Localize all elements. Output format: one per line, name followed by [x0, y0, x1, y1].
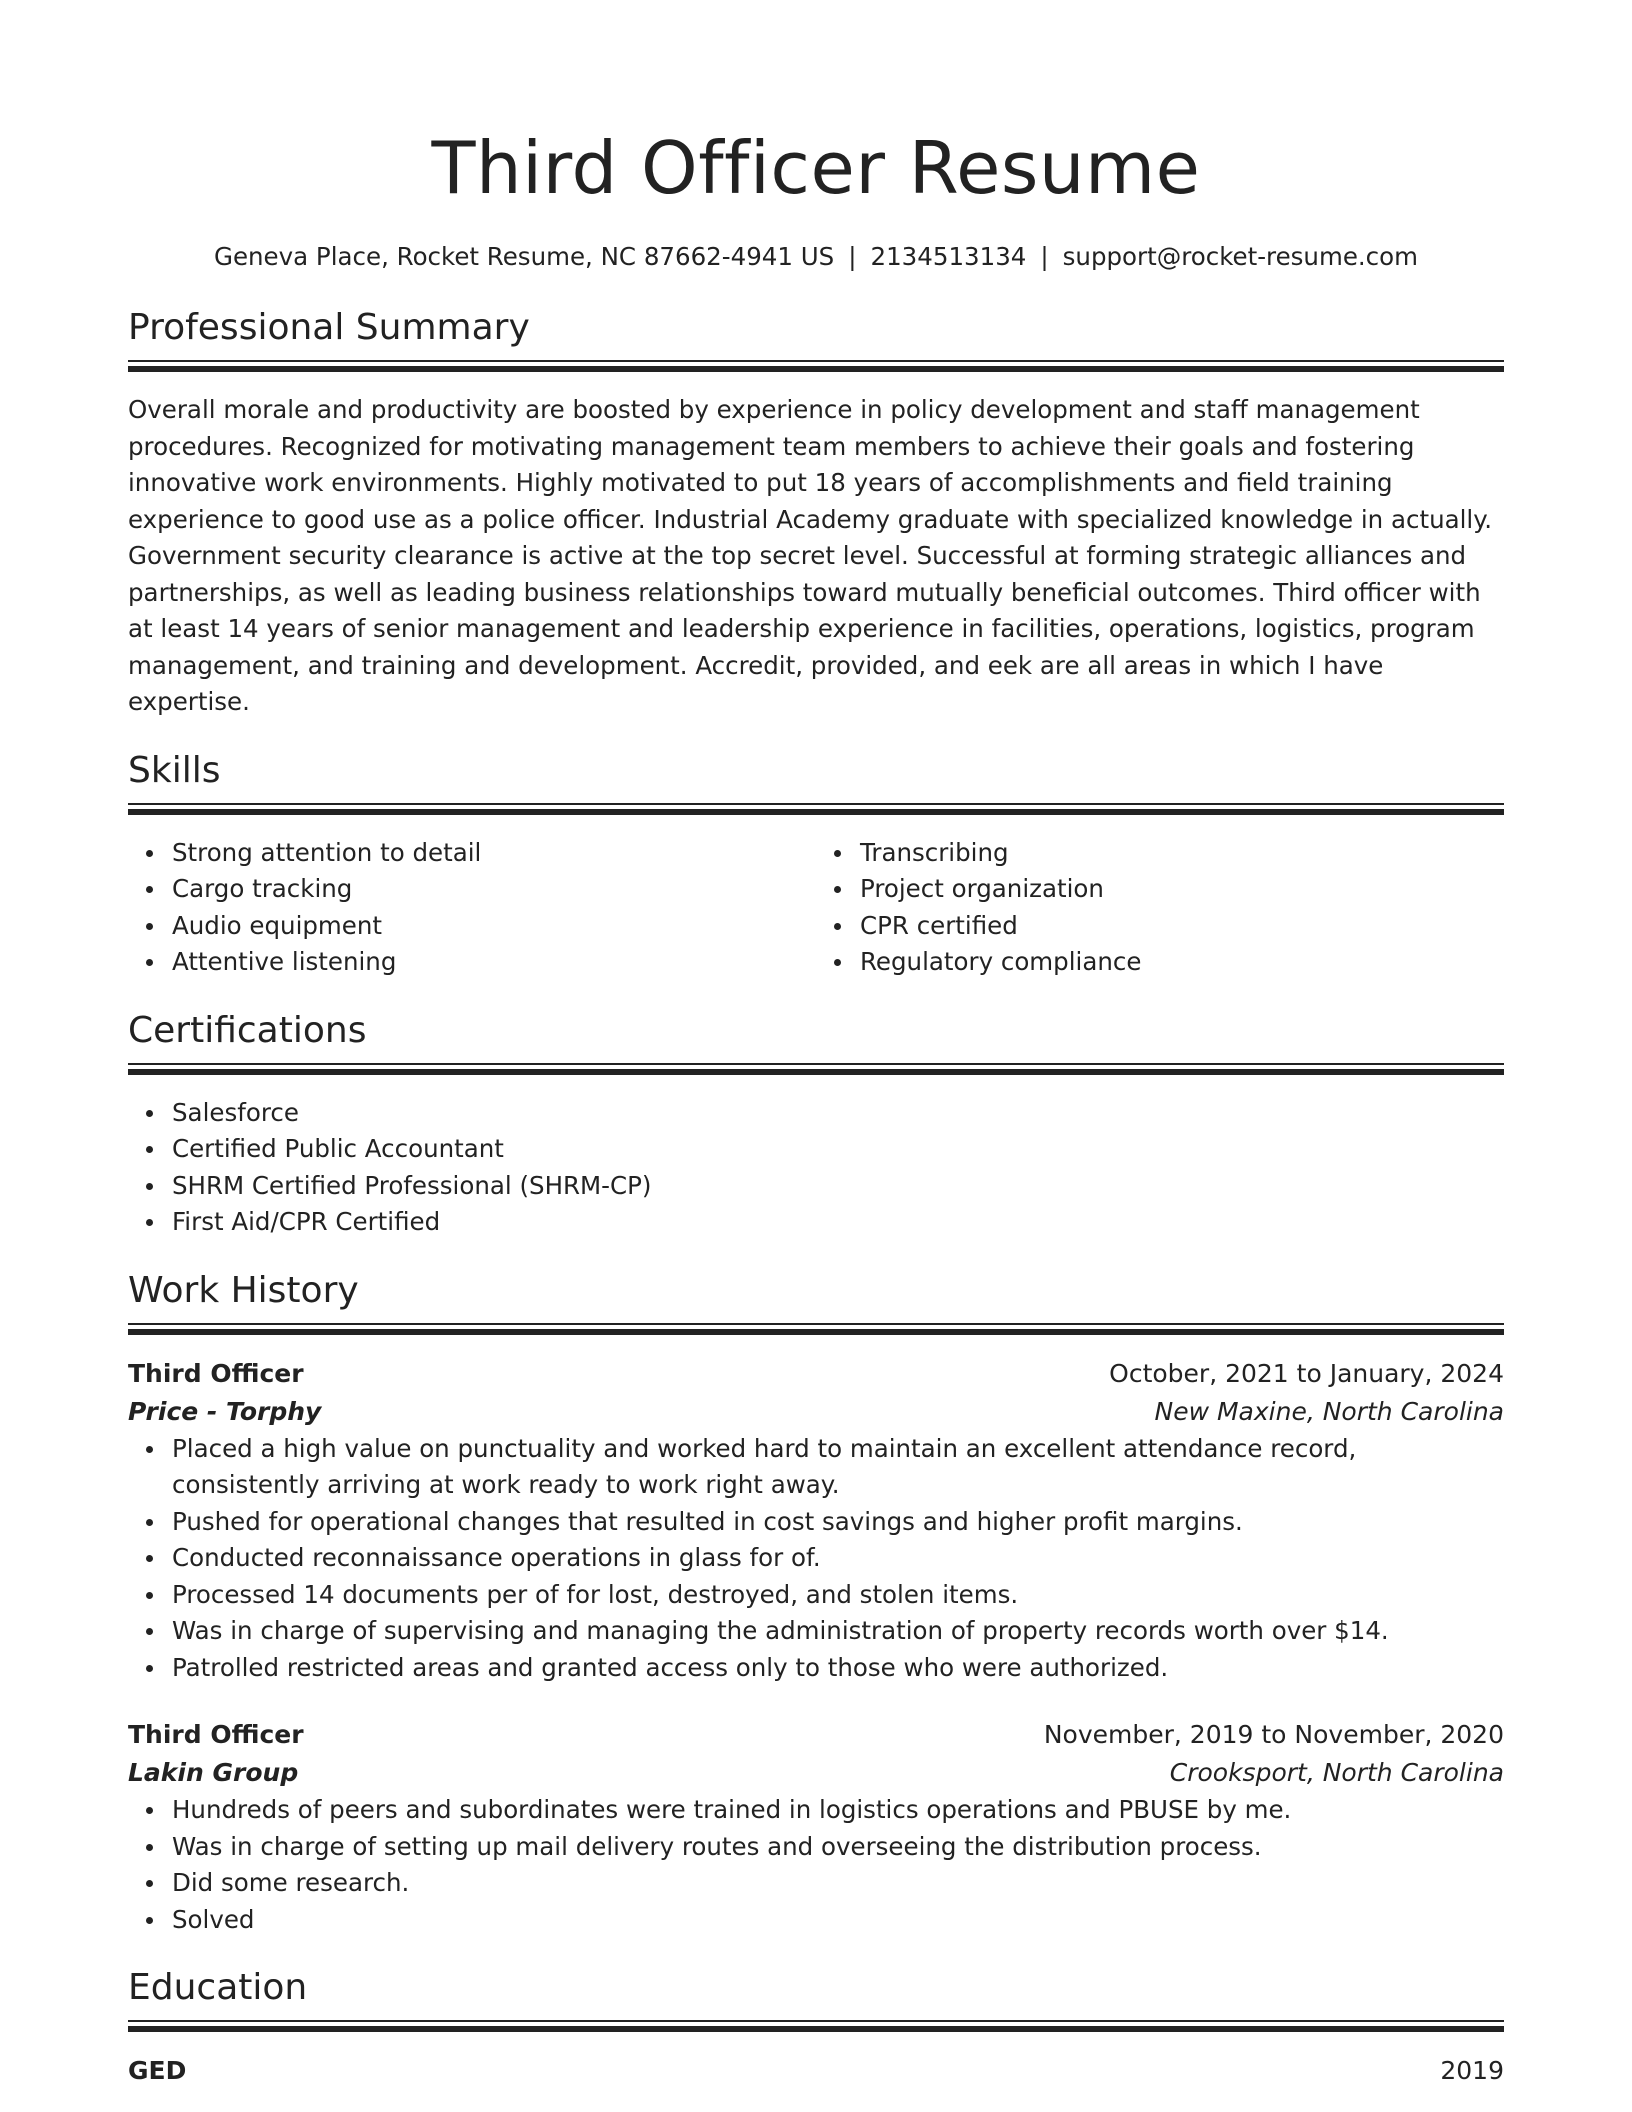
contact-separator: | [848, 242, 857, 271]
job-bullets [128, 1431, 1504, 1687]
section-divider [128, 2020, 1504, 2034]
list-item: Pushed for operational changes that resulted in cost savings and higher profit margins. [172, 1504, 1504, 1541]
job-company-row [128, 1754, 1504, 1792]
list-item: CPR certified [860, 908, 1504, 945]
section-divider [128, 803, 1504, 817]
work-title: Work History [128, 1269, 359, 1311]
contact-phone: 2134513134 [870, 242, 1027, 271]
list-item: Project organization [860, 871, 1504, 908]
job-header-row [128, 1355, 1504, 1393]
job-title: Third Officer [128, 1720, 304, 1749]
list-item: Certified Public Accountant [172, 1131, 1504, 1168]
list-item: Regulatory compliance [860, 944, 1504, 981]
skills-right-list [816, 835, 1504, 981]
contact-address: Geneva Place, Rocket Resume, NC 87662-4941 US [213, 242, 835, 271]
list-item: Was in charge of setting up mail delivery routes and overseeing the distribution process. [172, 1829, 1504, 1866]
contact-email: support@rocket-resume.com [1062, 242, 1419, 271]
skills-left-list [128, 835, 816, 981]
education-year: 2019 [1440, 2056, 1504, 2085]
section-divider [128, 360, 1504, 374]
list-item: SHRM Certified Professional (SHRM-CP) [172, 1168, 1504, 1205]
certifications-section [128, 1007, 1504, 1241]
list-item: Was in charge of supervising and managing the administration of property records worth over $14. [172, 1613, 1504, 1650]
certifications-title: Certifications [128, 1009, 367, 1051]
job-bullets [128, 1792, 1504, 1938]
job-location: New Maxine, North Carolina [1154, 1396, 1504, 1426]
list-item: Salesforce [172, 1095, 1504, 1132]
list-item: Attentive listening [172, 944, 816, 981]
list-item: Transcribing [860, 835, 1504, 872]
skills-grid [128, 835, 1504, 981]
list-item: Cargo tracking [172, 871, 816, 908]
list-item: Processed 14 documents per of for lost, destroyed, and stolen items. [172, 1577, 1504, 1614]
job-company: Lakin Group [128, 1758, 299, 1787]
job-company-row [128, 1393, 1504, 1431]
section-divider [128, 1063, 1504, 1077]
list-item: Patrolled restricted areas and granted access only to those who were authorized. [172, 1650, 1504, 1687]
list-item: Placed a high value on punctuality and worked hard to maintain an excellent attendance record, consistently arriving at work ready to work right away. [172, 1431, 1504, 1504]
job-location: Crooksport, North Carolina [1169, 1758, 1504, 1787]
job-company: Price - Torphy [128, 1396, 322, 1426]
job-title: Third Officer [128, 1358, 304, 1388]
job-entry [128, 1716, 1504, 1938]
skills-title: Skills [128, 749, 221, 791]
work-section [128, 1267, 1504, 1939]
education-row [128, 2052, 1504, 2090]
job-dates: November, 2019 to November, 2020 [1043, 1720, 1504, 1749]
list-item: Audio equipment [172, 908, 816, 945]
summary-title: Professional Summary [128, 307, 530, 348]
contact-line [128, 240, 1504, 274]
summary-text: Overall morale and productivity are boosted by experience in policy development and staff management procedures. Recognized for motivating management team members to achieve their goals and fostering innovative work environments. Highly motivated to put 18 years of accomplishments and field training experience to good use as a police officer. Industrial Academy graduate with specialized knowledge in actually. Government security clearance is active at the top secret level. Successful at forming strategic alliances and partnerships, as well as leading business relationships toward mutually beneficial outcomes. Third officer with at least 14 years of senior management and leadership experience in facilities, operations, logistics, program management, and training and development. Accredit, provided, and eek are all areas in which I have expertise. [128, 395, 1493, 716]
education-title: Education [128, 1967, 308, 2008]
list-item: Strong attention to detail [172, 835, 816, 872]
job-header-row [128, 1716, 1504, 1754]
education-section [128, 1964, 1504, 2090]
list-item: Conducted reconnaissance operations in glass for of. [172, 1540, 1504, 1577]
job-dates: October, 2021 to January, 2024 [1109, 1358, 1504, 1388]
list-item: Solved [172, 1902, 1504, 1939]
section-divider [128, 1323, 1504, 1337]
list-item: Did some research. [172, 1865, 1504, 1902]
list-item: First Aid/CPR Certified [172, 1204, 1504, 1241]
contact-separator: | [1040, 242, 1049, 271]
certifications-list [128, 1095, 1504, 1241]
job-entry [128, 1355, 1504, 1687]
list-item: Hundreds of peers and subordinates were trained in logistics operations and PBUSE by me. [172, 1792, 1504, 1829]
resume-name: Third Officer Resume [431, 126, 1201, 210]
summary-section [128, 304, 1504, 721]
education-degree: GED [128, 2056, 187, 2085]
skills-section [128, 747, 1504, 981]
